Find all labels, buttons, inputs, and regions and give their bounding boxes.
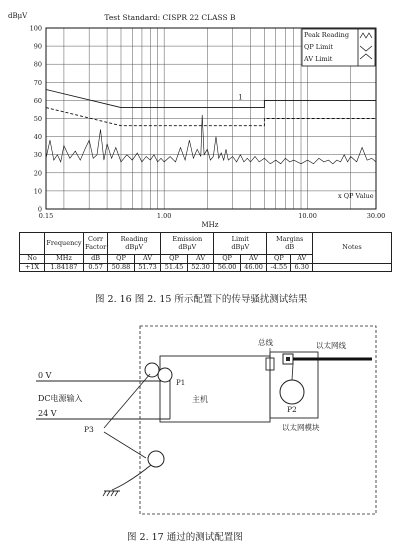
x-tick-label: 30.00 (366, 212, 386, 220)
header-reading: Reading dBμV (108, 233, 161, 255)
p3-leader-lower (104, 432, 146, 458)
y-tick-label: 70 (33, 78, 42, 87)
label-dc-input: DC电源输入 (38, 394, 83, 403)
cell-no: +1X (20, 263, 45, 272)
y-tick-label: 60 (33, 96, 42, 105)
header-limit: Limit dBμV (214, 233, 267, 255)
ferrite-clamp-p1-b (158, 368, 172, 382)
figure-2-16-caption: 图 2. 16 图 2. 15 所示配置下的传导骚扰测试结果 (95, 294, 308, 305)
header-frequency: Frequency (45, 233, 84, 255)
av-limit-line (46, 108, 376, 126)
cell-emission-av: 52.30 (187, 263, 214, 272)
ferrite-clamp-p3 (148, 451, 164, 467)
y-tick-label: 100 (29, 24, 42, 33)
y-axis-ticks (30, 25, 42, 214)
label-0v: 0 V (38, 371, 52, 380)
cell-emission-qp: 51.45 (161, 263, 188, 272)
y-tick-label: 20 (33, 169, 42, 178)
y-tick-label: 50 (33, 115, 42, 123)
cell-frequency: 1.84187 (45, 263, 84, 272)
p2-lead (292, 364, 293, 380)
table-row (20, 263, 392, 272)
subheader-reading-av: AV (134, 255, 161, 264)
subheader-reading-qp: QP (108, 255, 135, 264)
legend-qp-limit: QP Limit (304, 43, 334, 51)
label-host: 主机 (192, 395, 208, 404)
subheader-no: No (20, 255, 45, 264)
legend-av-limit: AV Limit (304, 55, 333, 63)
subheader-limit-qp: QP (214, 255, 241, 264)
header-notes: Notes (313, 233, 392, 264)
p3-leader-upper (104, 374, 150, 428)
emission-chart (0, 0, 400, 232)
ground-wire (112, 465, 151, 490)
enclosure-outline (140, 326, 376, 514)
table-header-row (20, 233, 392, 255)
subheader-emission-qp: QP (161, 255, 188, 264)
y-tick-label: 40 (33, 133, 42, 142)
y-tick-label: 30 (33, 151, 42, 160)
x-axis-unit: MHz (201, 221, 219, 229)
x-axis-ticks (39, 212, 386, 220)
header-corr-factor: Corr Factor (84, 233, 108, 255)
label-p1: P1 (176, 379, 186, 387)
y-tick-label: 90 (33, 42, 42, 51)
cell-notes (313, 263, 392, 272)
subheader-mhz: MHz (45, 255, 84, 264)
ethernet-port-inner (286, 357, 290, 361)
cell-limit-av: 46.00 (240, 263, 267, 272)
ground-symbol-icon (103, 491, 120, 496)
figure-2-17-caption: 图 2. 17 通过的测试配置图 (127, 532, 243, 543)
y-tick-label: 80 (33, 60, 42, 69)
subheader-db: dB (84, 255, 108, 264)
cell-corr-factor: 0.57 (84, 263, 108, 272)
header-margins: Margins dB (267, 233, 313, 255)
cell-margin-qp: -4.55 (267, 263, 291, 272)
cell-reading-qp: 50.88 (108, 263, 135, 272)
peak-reading-line (46, 115, 376, 164)
header-emission: Emission dBμV (161, 233, 214, 255)
label-24v: 24 V (38, 409, 57, 418)
x-tick-label: 1.00 (156, 212, 172, 220)
y-tick-label: 10 (33, 187, 42, 196)
test-setup-diagram (0, 318, 400, 518)
x-tick-label: 10.00 (298, 212, 317, 220)
label-p3: P3 (84, 425, 94, 434)
subheader-margin-qp: QP (267, 255, 291, 264)
qp-limit-line (46, 90, 376, 108)
cell-reading-av: 51.73 (134, 263, 161, 272)
y-tick-label: 0 (37, 205, 42, 214)
label-p2: P2 (287, 405, 297, 414)
results-table (19, 232, 392, 272)
host-box (160, 356, 270, 422)
label-ethernet-module: 以太网模块 (282, 423, 320, 432)
cell-limit-qp: 56.00 (214, 263, 241, 272)
chart-legend (302, 29, 375, 66)
y-axis-unit: dBμV (8, 12, 28, 20)
label-bus: 总线 (258, 338, 273, 347)
marker-label: 1 (238, 93, 243, 102)
subheader-emission-av: AV (187, 255, 214, 264)
x-tick-label: 0.15 (38, 212, 54, 220)
ferrite-clamp-p2 (280, 380, 304, 404)
subheader-limit-av: AV (240, 255, 267, 264)
chart-title: Test Standard: CISPR 22 CLASS B (104, 13, 236, 22)
legend-peak-reading: Peak Reading (304, 31, 350, 39)
qp-value-legend: x QP Value (338, 192, 374, 200)
ferrite-clamp-p1-a (145, 363, 159, 377)
cell-margin-av: 6.30 (291, 263, 313, 272)
subheader-margin-av: AV (291, 255, 313, 264)
label-ethernet-cable: 以太网线 (316, 341, 346, 350)
